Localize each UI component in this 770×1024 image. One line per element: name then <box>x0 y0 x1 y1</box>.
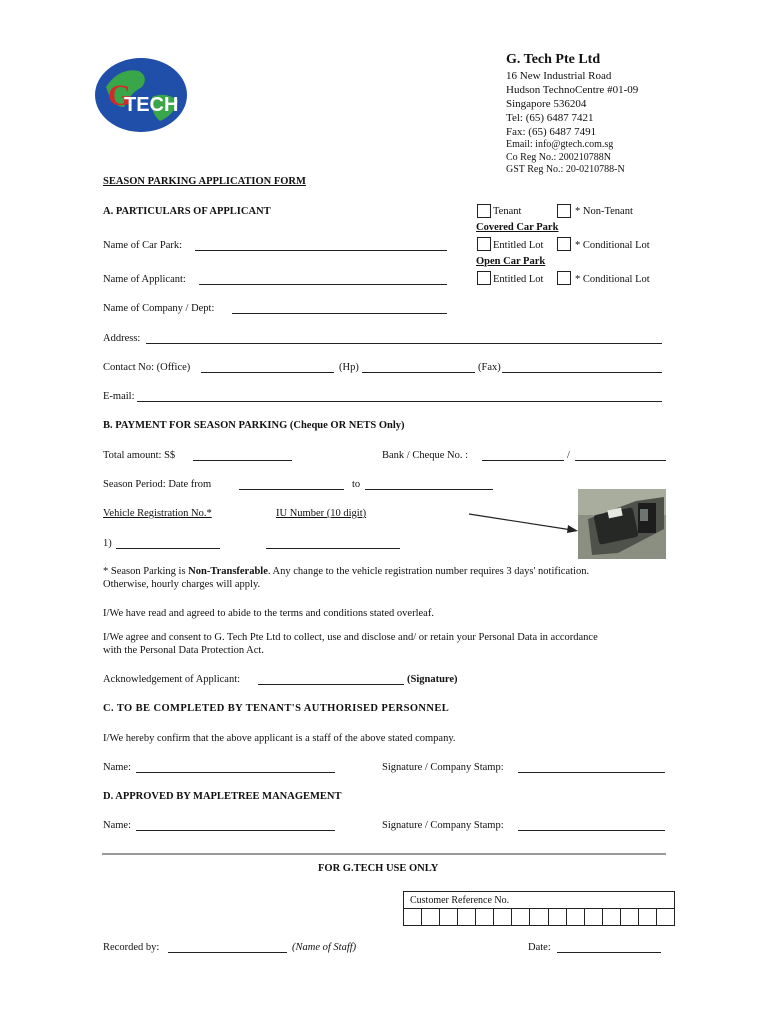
section-d-name-label: Name: <box>103 820 131 831</box>
customer-reference-cells <box>404 908 674 926</box>
iu-number-field[interactable] <box>266 548 400 549</box>
reference-cell[interactable] <box>458 909 476 926</box>
section-c-name-field[interactable] <box>136 772 335 773</box>
total-amount-label: Total amount: S$ <box>103 450 176 461</box>
section-a-heading: A. PARTICULARS OF APPLICANT <box>103 206 271 217</box>
section-c-heading: C. TO BE COMPLETED BY TENANT'S AUTHORISED PERSONNEL <box>103 703 450 714</box>
acknowledgement-label: Acknowledgement of Applicant: <box>103 674 241 685</box>
gst-reg-no: GST Reg No.: 20-0210788-N <box>506 164 625 175</box>
email-label: E-mail: <box>103 391 135 402</box>
date-field[interactable] <box>557 952 661 953</box>
covered-entitled-lot-checkbox[interactable] <box>477 237 491 251</box>
covered-entitled-lot-label: Entitled Lot <box>493 240 544 251</box>
contact-office-label: Contact No: (Office) <box>103 362 191 373</box>
note-prefix: * Season Parking is <box>103 566 189 577</box>
reference-cell[interactable] <box>657 909 674 926</box>
reference-cell[interactable] <box>603 909 621 926</box>
form-title: SEASON PARKING APPLICATION FORM <box>103 176 306 187</box>
fax-label: (Fax) <box>478 362 501 373</box>
note-line-2: Otherwise, hourly charges will apply. <box>103 579 261 590</box>
open-car-park-label: Open Car Park <box>476 256 546 267</box>
date-label: Date: <box>528 942 551 953</box>
car-park-name-field[interactable] <box>195 250 447 251</box>
recorded-by-field[interactable] <box>168 952 287 953</box>
consent-text-line-2: with the Personal Data Protection Act. <box>103 645 264 656</box>
signature-label: (Signature) <box>407 674 458 685</box>
vehicle-reg-label: Vehicle Registration No.* <box>103 508 212 519</box>
address-label: Address: <box>103 333 141 344</box>
bank-field[interactable] <box>482 460 564 461</box>
reference-cell[interactable] <box>549 909 567 926</box>
row-1-label: 1) <box>103 538 112 549</box>
contact-office-field[interactable] <box>201 372 334 373</box>
section-d-name-field[interactable] <box>136 830 335 831</box>
applicant-name-field[interactable] <box>199 284 447 285</box>
non-tenant-label: * Non-Tenant <box>575 206 633 217</box>
vehicle-reg-field[interactable] <box>116 548 220 549</box>
total-amount-field[interactable] <box>193 460 292 461</box>
company-logo <box>94 57 190 133</box>
reference-cell[interactable] <box>639 909 657 926</box>
reference-cell[interactable] <box>494 909 512 926</box>
season-period-label: Season Period: Date from <box>103 479 212 490</box>
hp-field[interactable] <box>362 372 475 373</box>
divider <box>102 853 666 855</box>
reference-cell[interactable] <box>621 909 639 926</box>
customer-reference-label: Customer Reference No. <box>410 895 510 906</box>
telephone: Tel: (65) 6487 7421 <box>506 112 594 124</box>
note-bold: Non-Transferable <box>188 566 268 577</box>
company-dept-field[interactable] <box>232 313 447 314</box>
section-d-signature-field[interactable] <box>518 830 665 831</box>
bank-cheque-label: Bank / Cheque No. : <box>382 450 469 461</box>
agree-terms-text: I/We have read and agreed to abide to the terms and conditions stated overleaf. <box>103 608 434 619</box>
address-line: Hudson TechnoCentre #01-09 <box>506 84 639 96</box>
fax-field[interactable] <box>502 372 662 373</box>
reference-cell[interactable] <box>422 909 440 926</box>
tenant-checkbox[interactable] <box>477 204 491 218</box>
date-to-field[interactable] <box>365 489 493 490</box>
co-reg-no: Co Reg No.: 200210788N <box>506 151 611 163</box>
bank-cheque-separator: / <box>567 450 570 461</box>
covered-conditional-lot-checkbox[interactable] <box>557 237 571 251</box>
tenant-label: Tenant <box>493 206 522 217</box>
note-rest: . Any change to the vehicle registration number requires 3 days' notification. <box>267 566 590 577</box>
non-tenant-checkbox[interactable] <box>557 204 571 218</box>
company-address <box>506 69 638 139</box>
company-name: G. Tech Pte Ltd <box>506 52 601 67</box>
confirm-text: I/We hereby confirm that the above applicant is a staff of the above stated company. <box>103 733 456 744</box>
open-entitled-lot-label: Entitled Lot <box>493 274 544 285</box>
fax: Fax: (65) 6487 7491 <box>506 126 597 138</box>
section-d-heading: D. APPROVED BY MAPLETREE MANAGEMENT <box>103 791 342 802</box>
address-field[interactable] <box>146 343 662 344</box>
acknowledgement-field[interactable] <box>258 684 404 685</box>
covered-conditional-lot-label: * Conditional Lot <box>575 240 650 251</box>
consent-text-line-1: I/We agree and consent to G. Tech Pte Ltd to collect, use and disclose and/ or retain your Personal Data in accordance <box>103 632 598 643</box>
section-c-name-label: Name: <box>103 762 131 773</box>
to-label: to <box>352 479 361 490</box>
applicant-name-label: Name of Applicant: <box>103 274 186 285</box>
logo-letter: G <box>108 79 132 112</box>
car-park-name-label: Name of Car Park: <box>103 240 183 251</box>
email-field[interactable] <box>137 401 662 402</box>
section-c-signature-field[interactable] <box>518 772 665 773</box>
reference-cell[interactable] <box>476 909 494 926</box>
reference-cell[interactable] <box>440 909 458 926</box>
company-dept-label: Name of Company / Dept: <box>103 303 215 314</box>
reference-cell[interactable] <box>585 909 603 926</box>
company-registration <box>506 139 625 177</box>
cheque-no-field[interactable] <box>575 460 666 461</box>
address-line: 16 New Industrial Road <box>506 70 612 82</box>
open-conditional-lot-checkbox[interactable] <box>557 271 571 285</box>
covered-car-park-label: Covered Car Park <box>476 222 559 233</box>
section-b-heading: B. PAYMENT FOR SEASON PARKING (Cheque OR NETS Only) <box>103 420 405 431</box>
recorded-by-label: Recorded by: <box>103 942 160 953</box>
date-from-field[interactable] <box>239 489 344 490</box>
hp-label: (Hp) <box>339 362 359 373</box>
address-line: Singapore 536204 <box>506 98 587 110</box>
section-c-signature-label: Signature / Company Stamp: <box>382 762 504 773</box>
name-of-staff-label: (Name of Staff) <box>292 942 357 953</box>
reference-cell[interactable] <box>530 909 548 926</box>
reference-cell[interactable] <box>512 909 530 926</box>
company-email: Email: info@gtech.com.sg <box>506 139 614 150</box>
logo-text: TECH <box>124 94 179 116</box>
non-transferable-note <box>103 566 589 577</box>
iu-device-photo <box>578 489 666 559</box>
arrow-icon <box>468 512 580 539</box>
office-use-heading: FOR G.TECH USE ONLY <box>318 863 439 874</box>
section-d-signature-label: Signature / Company Stamp: <box>382 820 504 831</box>
customer-reference-box <box>403 891 675 926</box>
open-conditional-lot-label: * Conditional Lot <box>575 274 650 285</box>
iu-number-label: IU Number (10 digit) <box>276 508 367 519</box>
reference-cell[interactable] <box>404 909 422 926</box>
reference-cell[interactable] <box>567 909 585 926</box>
open-entitled-lot-checkbox[interactable] <box>477 271 491 285</box>
